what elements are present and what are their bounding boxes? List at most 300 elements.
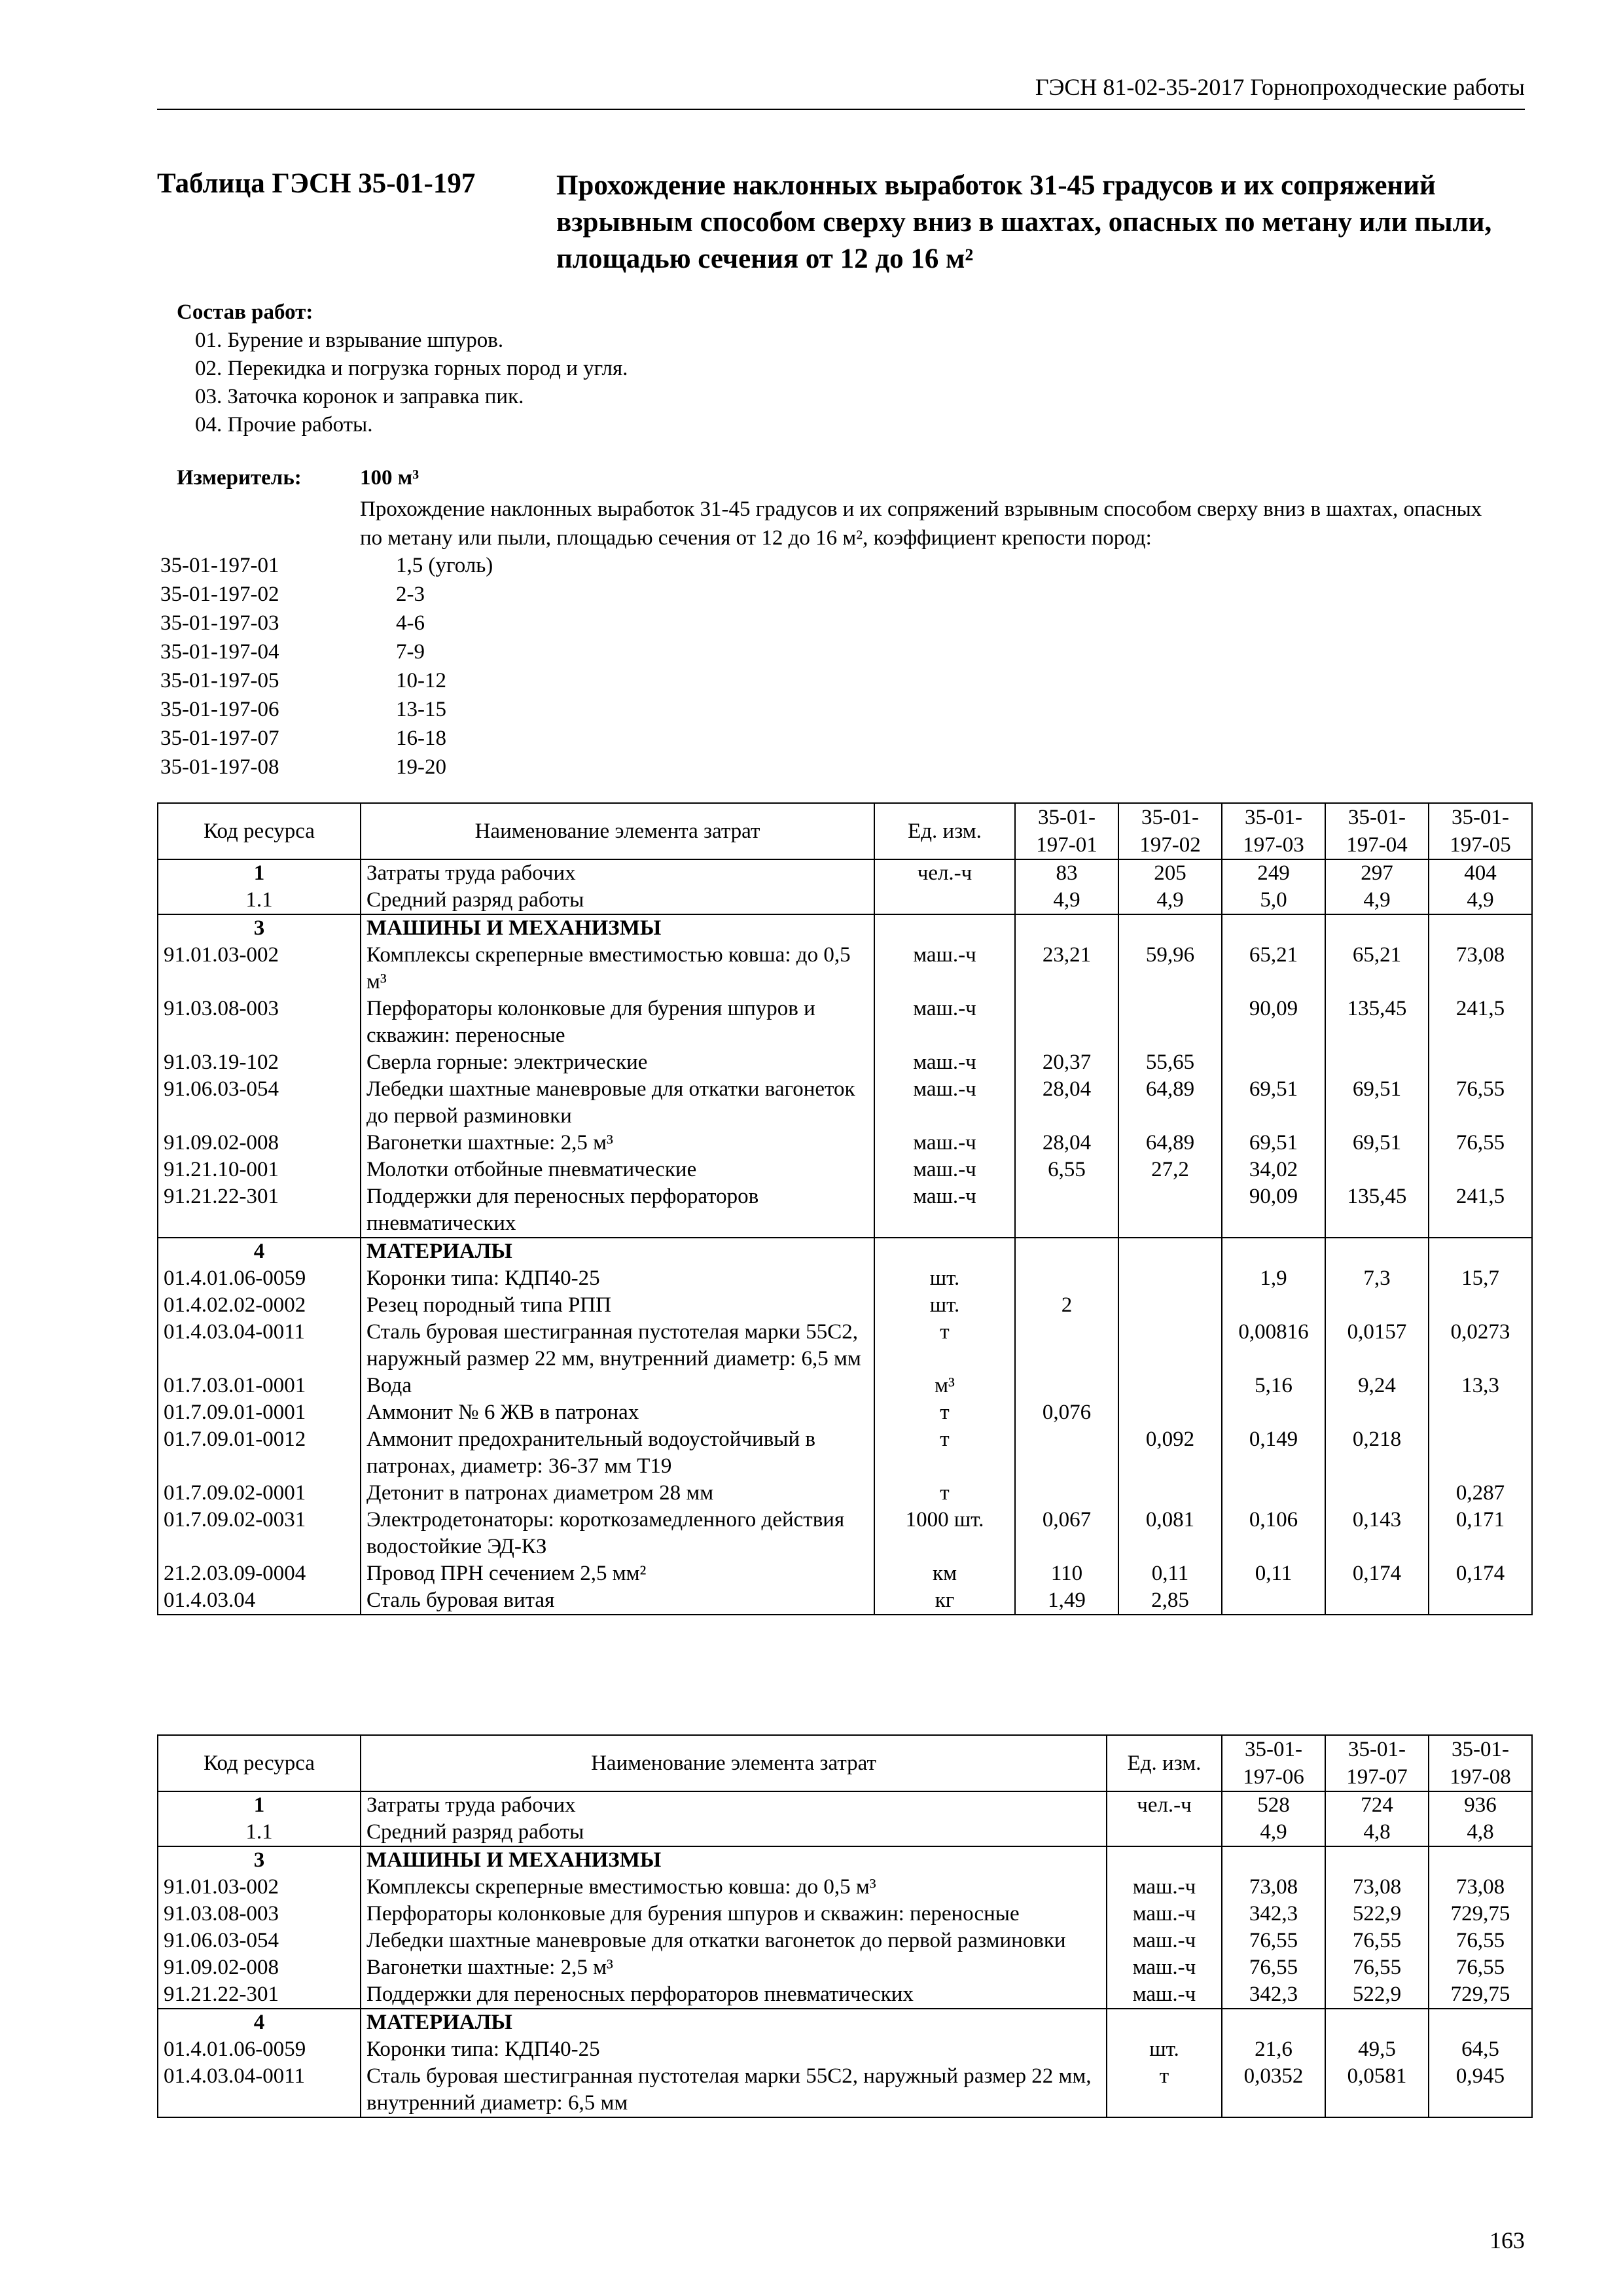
cost-element-name: Комплексы скреперные вместимостью ковша: до 0,5 м³ [361,942,874,996]
table-row [158,1292,1532,1319]
resource-code: 91.21.10-001 [158,1157,361,1183]
table-row [158,1954,1532,1981]
resource-code: 01.7.09.01-0012 [158,1426,361,1480]
unit-cell [874,1238,1015,1265]
resource-code: 91.09.02-008 [158,1954,361,1981]
value-cell [1118,1292,1222,1319]
value-cell: 28,04 [1015,1076,1118,1130]
value-cell [1429,1426,1532,1480]
value-cell: 0,0352 [1222,2063,1325,2117]
value-cell: 73,08 [1222,1874,1325,1901]
value-cell [1325,1846,1429,1874]
cost-element-name: Аммонит № 6 ЖВ в патронах [361,1399,874,1426]
table-row [158,1076,1532,1130]
table-row [158,1480,1532,1507]
value-cell: 249 [1222,859,1325,887]
table-header-row [158,1735,1532,1791]
value-cell: 4,9 [1325,887,1429,914]
value-cell [1015,1265,1118,1292]
value-cell [1325,2009,1429,2036]
value-cell [1015,1426,1118,1480]
value-cell: 76,55 [1222,1928,1325,1954]
resource-code: 1.1 [158,1819,361,1846]
value-cell: 0,076 [1015,1399,1118,1426]
value-cell: 73,08 [1429,942,1532,996]
section-row [158,859,1532,887]
value-cell: 5,0 [1222,887,1325,914]
value-cell: 0,092 [1118,1426,1222,1480]
value-cell: 528 [1222,1791,1325,1819]
unit-cell: шт. [874,1265,1015,1292]
value-cell: 0,0581 [1325,2063,1429,2117]
resource-code: 91.21.22-301 [158,1981,361,2009]
value-cell: 4,9 [1118,887,1222,914]
unit-cell [1107,1846,1222,1874]
value-cell: 76,55 [1429,1076,1532,1130]
resource-code: 01.4.01.06-0059 [158,1265,361,1292]
resource-code: 01.4.03.04 [158,1587,361,1615]
value-cell [1015,1238,1118,1265]
value-cell: 0,11 [1222,1560,1325,1587]
cost-element-name: Перфораторы колонковые для бурения шпуров и скважин: переносные [361,996,874,1049]
value-cell: 0,0273 [1429,1319,1532,1372]
cost-element-name: МАШИНЫ И МЕХАНИЗМЫ [361,914,874,942]
value-cell: 936 [1429,1791,1532,1819]
cost-element-name: Коронки типа: КДП40-25 [361,1265,874,1292]
section-row [158,1846,1532,1874]
value-cell: 65,21 [1222,942,1325,996]
value-cell: 69,51 [1222,1130,1325,1157]
value-cell [1325,1049,1429,1076]
value-cell [1325,914,1429,942]
value-cell: 76,55 [1325,1954,1429,1981]
value-cell [1118,1183,1222,1238]
variant-value: 7-9 [396,640,425,664]
cost-element-name: Сверла горные: электрические [361,1049,874,1076]
value-cell: 69,51 [1222,1076,1325,1130]
variant-value: 16-18 [396,726,446,750]
value-cell: 4,9 [1015,887,1118,914]
unit-cell [874,914,1015,942]
unit-cell: шт. [874,1292,1015,1319]
unit-cell: т [874,1480,1015,1507]
unit-cell: маш.-ч [874,942,1015,996]
variant-code: 35-01-197-05 [160,669,279,692]
value-cell: 342,3 [1222,1981,1325,2009]
resource-code: 21.2.03.09-0004 [158,1560,361,1587]
unit-cell: маш.-ч [874,1183,1015,1238]
value-cell: 0,11 [1118,1560,1222,1587]
unit-cell [874,887,1015,914]
variant-value: 19-20 [396,755,446,779]
resource-code: 01.7.09.02-0031 [158,1507,361,1560]
value-cell [1118,1319,1222,1372]
unit-cell [1107,1819,1222,1846]
work-item: 01. Бурение и взрывание шпуров. [195,329,504,352]
value-cell: 83 [1015,859,1118,887]
value-cell: 135,45 [1325,996,1429,1049]
resource-code: 3 [158,914,361,942]
resource-code: 91.03.08-003 [158,1901,361,1928]
resource-code: 1 [158,859,361,887]
work-item: 02. Перекидка и погрузка горных пород и угля. [195,357,628,380]
column-header: 35-01-197-06 [1222,1735,1325,1791]
value-cell: 73,08 [1429,1874,1532,1901]
cost-element-name: МАШИНЫ И МЕХАНИЗМЫ [361,1846,1107,1874]
table-row [158,942,1532,996]
resource-code: 4 [158,2009,361,2036]
table-row [158,1399,1532,1426]
value-cell: 0,0157 [1325,1319,1429,1372]
cost-element-name: Поддержки для переносных перфораторов пневматических [361,1981,1107,2009]
unit-cell: т [874,1399,1015,1426]
cost-element-name: Средний разряд работы [361,887,874,914]
value-cell: 2,85 [1118,1587,1222,1615]
column-header: 35-01-197-01 [1015,803,1118,859]
value-cell: 5,16 [1222,1372,1325,1399]
section-row [158,1791,1532,1819]
value-cell: 76,55 [1429,1130,1532,1157]
cost-element-name: Затраты труда рабочих [361,1791,1107,1819]
running-header: ГЭСН 81-02-35-2017 Горнопроходческие работы [157,71,1525,110]
value-cell: 64,89 [1118,1076,1222,1130]
measure-label: Измеритель: [177,466,302,490]
unit-cell: маш.-ч [1107,1901,1222,1928]
value-cell: 4,9 [1222,1819,1325,1846]
value-cell: 0,149 [1222,1426,1325,1480]
value-cell [1118,914,1222,942]
variant-value: 1,5 (уголь) [396,554,493,577]
unit-cell: кг [874,1587,1015,1615]
value-cell [1015,1183,1118,1238]
measure-description: Прохождение наклонных выработок 31-45 градусов и их сопряжений взрывным способом сверху вниз в шахтах, опасных по метану или пыли, площадью сечения от 12 до 16 м², коэффициент крепости пород: [360,497,1482,550]
resource-code: 4 [158,1238,361,1265]
cost-table-2 [157,1734,1533,2118]
variant-code: 35-01-197-04 [160,640,279,664]
value-cell [1429,1049,1532,1076]
variant-value: 10-12 [396,669,446,692]
column-header: Код ресурса [158,1735,361,1791]
value-cell: 1,49 [1015,1587,1118,1615]
value-cell: 0,174 [1429,1560,1532,1587]
value-cell: 23,21 [1015,942,1118,996]
cost-element-name: Перфораторы колонковые для бурения шпуров и скважин: переносные [361,1901,1107,1928]
unit-cell: чел.-ч [1107,1791,1222,1819]
value-cell [1429,1292,1532,1319]
value-cell: 4,9 [1429,887,1532,914]
cost-element-name: Лебедки шахтные маневровые для откатки вагонеток до первой разминовки [361,1928,1107,1954]
value-cell [1429,1399,1532,1426]
unit-cell: маш.-ч [874,1076,1015,1130]
table-row [158,1819,1532,1846]
value-cell: 76,55 [1222,1954,1325,1981]
value-cell [1118,996,1222,1049]
value-cell [1325,1399,1429,1426]
table-row [158,1426,1532,1480]
variant-code: 35-01-197-01 [160,554,279,577]
table-row [158,1130,1532,1157]
variant-value: 4-6 [396,611,425,635]
cost-element-name: Резец породный типа РПП [361,1292,874,1319]
value-cell [1015,1319,1118,1372]
column-header: Наименование элемента затрат [361,803,874,859]
value-cell [1222,1238,1325,1265]
value-cell: 0,081 [1118,1507,1222,1560]
cost-element-name: Вода [361,1372,874,1399]
resource-code: 91.01.03-002 [158,1874,361,1901]
resource-code: 01.4.03.04-0011 [158,2063,361,2117]
table-row [158,1157,1532,1183]
value-cell: 27,2 [1118,1157,1222,1183]
value-cell: 0,174 [1325,1560,1429,1587]
table-row [158,996,1532,1049]
table-row [158,1049,1532,1076]
cost-element-name: Сталь буровая шестигранная пустотелая марки 55С2, наружный размер 22 мм, внутренний диаметр: 6,5 мм [361,1319,874,1372]
unit-cell: шт. [1107,2036,1222,2063]
value-cell [1222,1399,1325,1426]
section-row [158,914,1532,942]
value-cell: 0,106 [1222,1507,1325,1560]
cost-element-name: МАТЕРИАЛЫ [361,1238,874,1265]
table-row [158,1507,1532,1560]
cost-element-name: МАТЕРИАЛЫ [361,2009,1107,2036]
column-header: 35-01-197-02 [1118,803,1222,859]
value-cell [1118,1399,1222,1426]
value-cell [1222,1292,1325,1319]
value-cell: 110 [1015,1560,1118,1587]
cost-element-name: Молотки отбойные пневматические [361,1157,874,1183]
value-cell: 69,51 [1325,1076,1429,1130]
work-heading: Состав работ: [177,300,313,324]
resource-code: 1.1 [158,887,361,914]
table-row [158,1372,1532,1399]
value-cell [1429,2009,1532,2036]
value-cell: 7,3 [1325,1265,1429,1292]
cost-element-name: Вагонетки шахтные: 2,5 м³ [361,1130,874,1157]
variant-value: 2-3 [396,583,425,606]
value-cell [1118,1265,1222,1292]
value-cell: 0,00816 [1222,1319,1325,1372]
unit-cell: м³ [874,1372,1015,1399]
resource-code: 1 [158,1791,361,1819]
unit-cell: маш.-ч [1107,1928,1222,1954]
value-cell: 21,6 [1222,2036,1325,2063]
value-cell [1118,1480,1222,1507]
unit-cell: маш.-ч [874,1049,1015,1076]
resource-code: 91.01.03-002 [158,942,361,996]
value-cell: 2 [1015,1292,1118,1319]
unit-cell [1107,2009,1222,2036]
value-cell: 342,3 [1222,1901,1325,1928]
resource-code: 91.03.19-102 [158,1049,361,1076]
table-row [158,1981,1532,2009]
cost-table-1 [157,802,1533,1615]
value-cell: 1,9 [1222,1265,1325,1292]
value-cell [1015,1372,1118,1399]
value-cell: 241,5 [1429,1183,1532,1238]
column-header: Код ресурса [158,803,361,859]
value-cell [1222,1480,1325,1507]
resource-code: 01.7.03.01-0001 [158,1372,361,1399]
cost-element-name: Аммонит предохранительный водоустойчивый в патронах, диаметр: 36-37 мм Т19 [361,1426,874,1480]
value-cell: 34,02 [1222,1157,1325,1183]
value-cell: 64,5 [1429,2036,1532,2063]
value-cell: 0,287 [1429,1480,1532,1507]
column-header: 35-01-197-05 [1429,803,1532,859]
resource-code: 91.06.03-054 [158,1076,361,1130]
unit-cell: маш.-ч [874,1157,1015,1183]
table-row [158,1265,1532,1292]
value-cell: 90,09 [1222,996,1325,1049]
value-cell [1325,1238,1429,1265]
value-cell: 73,08 [1325,1874,1429,1901]
work-item: 03. Заточка коронок и заправка пик. [195,385,524,408]
value-cell: 404 [1429,859,1532,887]
column-header: 35-01-197-07 [1325,1735,1429,1791]
value-cell: 241,5 [1429,996,1532,1049]
table-row [158,1901,1532,1928]
table-row [158,1183,1532,1238]
cost-element-name: Вагонетки шахтные: 2,5 м³ [361,1954,1107,1981]
unit-cell: км [874,1560,1015,1587]
value-cell: 522,9 [1325,1981,1429,2009]
value-cell [1015,996,1118,1049]
value-cell: 0,143 [1325,1507,1429,1560]
value-cell: 90,09 [1222,1183,1325,1238]
value-cell: 0,945 [1429,2063,1532,2117]
resource-code: 91.03.08-003 [158,996,361,1049]
variant-code: 35-01-197-02 [160,583,279,606]
column-header: Ед. изм. [874,803,1015,859]
resource-code: 01.7.09.01-0001 [158,1399,361,1426]
cost-element-name: Электродетонаторы: короткозамедленного действия водостойкие ЭД-КЗ [361,1507,874,1560]
page-number: 163 [1489,2227,1525,2253]
value-cell: 13,3 [1429,1372,1532,1399]
value-cell: 522,9 [1325,1901,1429,1928]
value-cell [1118,1372,1222,1399]
unit-cell: маш.-ч [874,1130,1015,1157]
cost-element-name: Сталь буровая шестигранная пустотелая марки 55С2, наружный размер 22 мм, внутренний диаметр: 6,5 мм [361,2063,1107,2117]
value-cell [1015,1480,1118,1507]
cost-element-name: Провод ПРН сечением 2,5 мм² [361,1560,874,1587]
table-row [158,1319,1532,1372]
value-cell: 297 [1325,859,1429,887]
variant-code: 35-01-197-06 [160,698,279,721]
cost-element-name: Комплексы скреперные вместимостью ковша: до 0,5 м³ [361,1874,1107,1901]
value-cell: 0,218 [1325,1426,1429,1480]
value-cell: 59,96 [1118,942,1222,996]
value-cell [1222,2009,1325,2036]
value-cell: 729,75 [1429,1901,1532,1928]
unit-cell: 1000 шт. [874,1507,1015,1560]
value-cell: 0,171 [1429,1507,1532,1560]
value-cell [1222,1587,1325,1615]
unit-cell: маш.-ч [1107,1954,1222,1981]
resource-code: 01.4.03.04-0011 [158,1319,361,1372]
cost-element-name: Лебедки шахтные маневровые для откатки вагонеток до первой разминовки [361,1076,874,1130]
value-cell [1429,914,1532,942]
resource-code: 91.06.03-054 [158,1928,361,1954]
value-cell [1118,1238,1222,1265]
variant-code: 35-01-197-08 [160,755,279,779]
unit-cell: т [874,1426,1015,1480]
table-row [158,1560,1532,1587]
cost-element-name: Затраты труда рабочих [361,859,874,887]
value-cell: 20,37 [1015,1049,1118,1076]
variant-code: 35-01-197-03 [160,611,279,635]
value-cell: 4,8 [1325,1819,1429,1846]
cost-element-name: Средний разряд работы [361,1819,1107,1846]
variant-value: 13-15 [396,698,446,721]
value-cell [1325,1292,1429,1319]
table-row [158,2036,1532,2063]
value-cell: 65,21 [1325,942,1429,996]
value-cell: 76,55 [1325,1928,1429,1954]
value-cell [1222,1846,1325,1874]
value-cell: 0,067 [1015,1507,1118,1560]
value-cell: 49,5 [1325,2036,1429,2063]
work-composition [177,298,628,439]
value-cell: 729,75 [1429,1981,1532,2009]
value-cell [1429,1157,1532,1183]
resource-code: 91.21.22-301 [158,1183,361,1238]
table-row [158,1587,1532,1615]
table-code: Таблица ГЭСН 35-01-197 [157,168,476,199]
column-header: 35-01-197-08 [1429,1735,1532,1791]
unit-cell: маш.-ч [1107,1874,1222,1901]
value-cell: 205 [1118,859,1222,887]
resource-code: 01.7.09.02-0001 [158,1480,361,1507]
measure-unit: 100 м³ [360,466,419,490]
value-cell: 9,24 [1325,1372,1429,1399]
cost-element-name: Поддержки для переносных перфораторов пневматических [361,1183,874,1238]
table-row [158,1874,1532,1901]
table-row [158,1928,1532,1954]
section-row [158,1238,1532,1265]
section-row [158,2009,1532,2036]
cost-element-name: Детонит в патронах диаметром 28 мм [361,1480,874,1507]
value-cell [1222,1049,1325,1076]
column-header: Ед. изм. [1107,1735,1222,1791]
value-cell [1429,1846,1532,1874]
resource-code: 01.4.02.02-0002 [158,1292,361,1319]
value-cell [1325,1587,1429,1615]
table-row [158,887,1532,914]
value-cell: 69,51 [1325,1130,1429,1157]
value-cell: 76,55 [1429,1928,1532,1954]
unit-cell: маш.-ч [874,996,1015,1049]
column-header: 35-01-197-03 [1222,803,1325,859]
value-cell: 4,8 [1429,1819,1532,1846]
value-cell [1429,1238,1532,1265]
column-header: 35-01-197-04 [1325,803,1429,859]
unit-cell: т [874,1319,1015,1372]
value-cell: 135,45 [1325,1183,1429,1238]
unit-cell: чел.-ч [874,859,1015,887]
resource-code: 01.4.01.06-0059 [158,2036,361,2063]
cost-element-name: Сталь буровая витая [361,1587,874,1615]
table-header-row [158,803,1532,859]
value-cell [1222,914,1325,942]
value-cell [1325,1157,1429,1183]
table-title: Прохождение наклонных выработок 31-45 градусов и их сопряжений взрывным способом сверху вниз в шахтах, опасных по метану или пыли, площадью сечения от 12 до 16 м² [556,170,1492,274]
table-row [158,2063,1532,2117]
cost-element-name: Коронки типа: КДП40-25 [361,2036,1107,2063]
resource-code: 3 [158,1846,361,1874]
variant-code: 35-01-197-07 [160,726,279,750]
value-cell: 64,89 [1118,1130,1222,1157]
value-cell: 28,04 [1015,1130,1118,1157]
